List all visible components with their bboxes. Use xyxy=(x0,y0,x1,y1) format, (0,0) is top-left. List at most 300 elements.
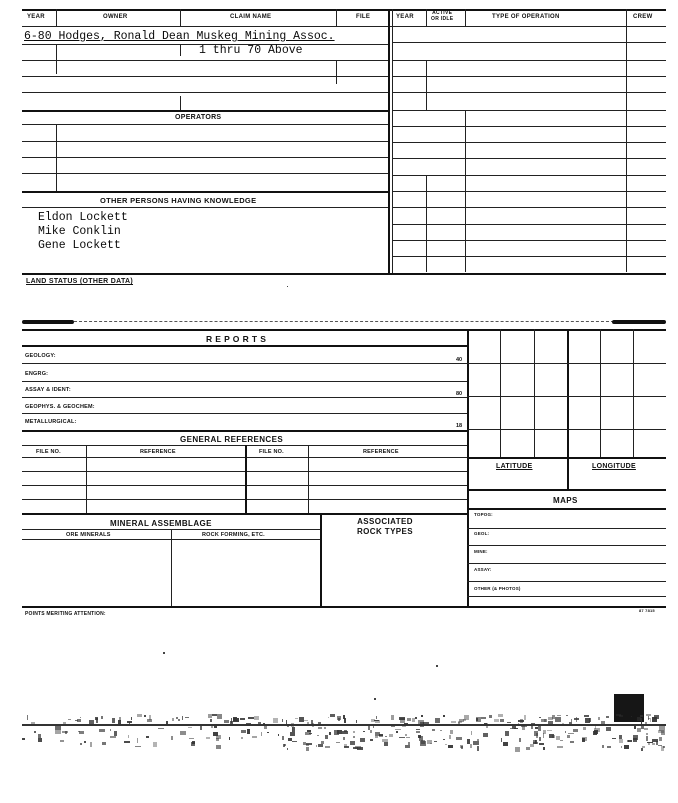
scan-noise-dot xyxy=(283,744,285,747)
scan-noise-dot xyxy=(539,743,544,746)
scan-noise-dot xyxy=(602,745,605,749)
scan-noise-dot xyxy=(538,730,541,731)
scan-noise-dot xyxy=(330,714,335,717)
scan-noise-dot xyxy=(77,719,81,721)
scan-noise-dot xyxy=(353,731,355,732)
scan-noise-dot xyxy=(55,726,61,730)
maps-mine: MINE: xyxy=(474,549,488,554)
scan-noise-dot xyxy=(321,741,323,744)
speck xyxy=(163,652,165,654)
report-geophys: GEOPHYS. & GEOCHEM: xyxy=(25,404,95,410)
scan-noise-dot xyxy=(566,715,569,717)
scan-noise-dot xyxy=(376,716,377,719)
scan-noise-dot xyxy=(178,719,180,721)
points-meriting-attention: POINTS MERITING ATTENTION: xyxy=(25,611,106,617)
scan-noise-dot xyxy=(264,726,267,729)
scan-noise-dot xyxy=(582,738,585,741)
scan-noise-dot xyxy=(63,722,65,726)
scan-noise-dot xyxy=(306,743,312,745)
scan-noise-dot xyxy=(144,715,146,718)
scan-noise-dot xyxy=(443,739,445,740)
scan-noise-dot xyxy=(379,734,383,736)
scan-noise-dot xyxy=(405,745,410,748)
report-assay-ident: ASSAY & IDENT: xyxy=(25,387,71,393)
ref-col-reference-2: REFERENCE xyxy=(363,449,399,455)
scan-noise-dot xyxy=(628,740,632,742)
scan-noise-dot xyxy=(55,730,61,734)
scan-noise-dot xyxy=(89,720,94,724)
scan-noise-dot xyxy=(494,719,499,723)
scan-noise-dot xyxy=(281,725,282,726)
latitude-label: LATITUDE xyxy=(496,463,533,470)
scan-noise-dot xyxy=(473,741,479,746)
scan-noise-dot xyxy=(524,715,526,720)
scan-noise-dot xyxy=(646,733,648,734)
scan-noise-dot xyxy=(78,731,80,732)
scan-noise-dot xyxy=(594,728,600,733)
scan-noise-dot xyxy=(459,719,464,722)
scan-noise-dot xyxy=(176,717,178,719)
scan-noise-dot xyxy=(585,718,590,723)
scan-noise-dot xyxy=(619,739,623,742)
header-year-right: YEAR xyxy=(396,14,414,20)
scan-noise-dot xyxy=(634,725,637,729)
scan-noise-dot xyxy=(224,720,229,723)
report-engrg: ENGRG: xyxy=(25,371,49,377)
scan-noise-dot xyxy=(278,734,279,736)
speck xyxy=(287,286,288,287)
scan-noise-dot xyxy=(343,715,345,719)
scan-smudge xyxy=(22,700,666,780)
scan-noise-dot xyxy=(624,745,628,749)
scan-noise-dot xyxy=(180,731,185,735)
header-type-of-operation: TYPE OF OPERATION xyxy=(492,14,560,20)
scan-noise-dot xyxy=(659,726,665,731)
scan-noise-dot xyxy=(182,716,184,720)
scan-noise-dot xyxy=(467,739,470,744)
scan-noise-dot xyxy=(456,737,462,739)
scan-noise-dot xyxy=(211,725,212,729)
scan-noise-dot xyxy=(229,737,230,741)
scan-noise-dot xyxy=(503,742,508,747)
scan-noise-dot xyxy=(65,731,67,734)
scan-noise-dot xyxy=(135,746,141,747)
scan-noise-dot xyxy=(34,731,36,733)
scan-noise-dot xyxy=(217,714,222,719)
scan-noise-dot xyxy=(547,730,552,731)
scan-noise-dot xyxy=(287,725,289,726)
scan-noise-dot xyxy=(642,746,645,749)
scan-noise-dot xyxy=(418,720,424,725)
scan-noise-dot xyxy=(99,729,105,732)
scan-noise-dot xyxy=(344,746,350,748)
scan-noise-dot xyxy=(261,732,262,737)
scan-noise-dot xyxy=(519,738,521,742)
scan-noise-dot xyxy=(443,715,445,717)
scan-noise-dot xyxy=(307,730,312,732)
scan-noise-dot xyxy=(27,715,28,720)
maps-other: OTHER (& PHOTOS) xyxy=(474,586,521,591)
general-references-heading: GENERAL REFERENCES xyxy=(180,435,284,444)
scan-noise-dot xyxy=(68,719,72,720)
scan-noise-dot xyxy=(149,715,151,719)
scan-noise-dot xyxy=(246,723,251,726)
scan-noise-dot xyxy=(80,743,81,745)
scan-noise-dot xyxy=(350,741,355,745)
scan-noise-dot xyxy=(318,744,322,746)
scan-noise-dot xyxy=(303,742,306,745)
scan-noise-dot xyxy=(363,731,365,733)
scan-noise-dot xyxy=(404,723,408,725)
reports-heading: R E P O R T S xyxy=(206,334,267,344)
scan-noise-dot xyxy=(110,736,116,738)
scan-noise-dot xyxy=(399,737,405,739)
scan-noise-dot xyxy=(485,724,488,726)
scan-noise-dot xyxy=(31,722,35,725)
scan-noise-dot xyxy=(316,745,318,748)
scan-noise-dot xyxy=(231,718,232,722)
scan-noise-dot xyxy=(573,729,578,731)
scan-noise-dot xyxy=(22,738,25,740)
scan-noise-dot xyxy=(282,719,283,722)
scan-noise-dot xyxy=(391,726,395,727)
scan-noise-dot xyxy=(96,718,98,723)
land-status-label: LAND STATUS (OTHER DATA) xyxy=(26,278,134,285)
scan-noise-dot xyxy=(645,722,647,726)
scan-noise-dot xyxy=(477,746,480,751)
scan-noise-dot xyxy=(124,741,130,743)
scan-noise-dot xyxy=(633,735,639,740)
scan-noise-dot xyxy=(206,737,210,739)
scan-noise-dot xyxy=(518,723,519,725)
scan-noise-dot xyxy=(637,728,641,732)
scan-noise-dot xyxy=(583,727,587,730)
scan-noise-dot xyxy=(544,719,546,722)
scan-noise-dot xyxy=(373,724,374,728)
scan-noise-dot xyxy=(102,742,107,745)
scan-noise-dot xyxy=(324,727,326,729)
scan-noise-dot xyxy=(427,740,431,744)
scan-noise-dot xyxy=(210,719,212,723)
maps-heading: MAPS xyxy=(553,496,578,505)
scan-noise-dot xyxy=(521,725,527,727)
scan-noise-dot xyxy=(498,714,503,717)
scan-noise-dot xyxy=(127,721,132,723)
scan-noise-dot xyxy=(172,718,173,721)
form-number: 87 7815 xyxy=(639,608,655,613)
scan-noise-dot xyxy=(507,722,511,723)
scan-noise-dot xyxy=(317,735,318,736)
scan-noise-dot xyxy=(607,746,612,749)
other-person-1: Eldon Lockett xyxy=(38,211,128,224)
scan-noise-dot xyxy=(336,742,340,743)
scan-noise-dot xyxy=(549,734,554,738)
scan-noise-dot xyxy=(557,715,561,717)
header-crew: CREW xyxy=(633,14,653,20)
ref-col-file-no-2: FILE NO. xyxy=(259,449,284,455)
header-file: FILE xyxy=(356,14,371,20)
scan-noise-dot xyxy=(375,720,380,723)
scan-noise-dot xyxy=(405,734,406,736)
scan-noise-dot xyxy=(412,718,415,722)
scan-noise-dot xyxy=(535,740,538,744)
scan-noise-dot xyxy=(241,730,246,732)
scan-noise-dot xyxy=(560,740,562,741)
scan-noise-dot xyxy=(396,731,398,733)
scan-noise-dot xyxy=(305,732,311,735)
header-active-idle: ACTIVE OR IDLE xyxy=(431,10,454,22)
scan-noise-dot xyxy=(286,720,287,725)
scan-noise-dot xyxy=(263,723,265,725)
scan-noise-dot xyxy=(171,736,173,740)
scan-noise-dot xyxy=(318,727,322,728)
scan-noise-dot xyxy=(612,738,616,739)
scan-noise-dot xyxy=(646,736,648,741)
scan-noise-dot xyxy=(621,746,622,749)
report-metallurgical-num: 18 xyxy=(456,423,463,429)
scan-noise-dot xyxy=(292,741,296,743)
scan-noise-dot xyxy=(584,715,589,717)
scan-noise-dot xyxy=(654,715,659,720)
scan-noise-dot xyxy=(325,746,330,747)
scan-noise-dot xyxy=(500,719,504,722)
scan-noise-dot xyxy=(337,716,341,720)
scan-noise-dot xyxy=(119,717,121,721)
scan-noise-dot xyxy=(84,741,86,742)
scan-noise-dot xyxy=(538,725,541,730)
scan-noise-dot xyxy=(470,744,471,748)
scan-noise-dot xyxy=(659,737,662,740)
scan-noise-dot xyxy=(481,717,486,719)
scan-noise-dot xyxy=(530,744,533,747)
scan-noise-dot xyxy=(569,722,573,726)
scan-noise-dot xyxy=(574,718,579,720)
scan-noise-dot xyxy=(416,731,420,733)
scan-noise-dot xyxy=(166,721,169,724)
scan-noise-dot xyxy=(356,720,357,723)
scan-noise-dot xyxy=(606,727,611,731)
scan-noise-dot xyxy=(241,737,243,738)
scan-noise-dot xyxy=(389,734,393,737)
scan-noise-dot xyxy=(131,717,132,720)
scan-noise-dot xyxy=(407,718,410,721)
speck xyxy=(374,698,376,700)
report-geology-num: 40 xyxy=(456,357,463,363)
scan-noise-dot xyxy=(112,718,115,723)
scan-noise-dot xyxy=(548,721,553,724)
scan-noise-dot xyxy=(375,736,378,738)
scan-noise-dot xyxy=(489,715,492,718)
scan-noise-dot xyxy=(460,745,463,748)
scan-noise-dot xyxy=(290,732,295,736)
scan-noise-dot xyxy=(637,717,642,721)
scan-noise-dot xyxy=(240,718,246,720)
scan-noise-dot xyxy=(325,735,328,739)
scan-noise-dot xyxy=(543,747,545,750)
scan-noise-dot xyxy=(483,733,488,737)
scan-noise-dot xyxy=(90,742,92,747)
speck xyxy=(436,665,438,667)
scan-noise-dot xyxy=(616,714,621,716)
scan-noise-dot xyxy=(328,717,330,719)
operators-heading: OPERATORS xyxy=(175,114,222,121)
scan-noise-dot xyxy=(254,716,259,720)
scan-noise-dot xyxy=(233,718,239,722)
scan-noise-dot xyxy=(343,737,345,740)
scan-noise-dot xyxy=(406,737,411,738)
scan-noise-dot xyxy=(287,748,288,750)
scan-noise-dot xyxy=(191,742,195,746)
scan-noise-dot xyxy=(416,729,420,730)
scan-noise-dot xyxy=(137,738,138,743)
scan-noise-dot xyxy=(534,731,538,736)
scan-noise-dot xyxy=(360,738,365,742)
scan-noise-dot xyxy=(557,746,563,749)
scan-noise-dot xyxy=(652,743,654,745)
scan-noise-dot xyxy=(421,715,423,717)
scan-noise-dot xyxy=(214,724,216,728)
owner-entry-line2: 1 thru 70 Above xyxy=(199,44,303,57)
scan-noise-dot xyxy=(38,738,42,742)
scan-noise-dot xyxy=(101,716,103,719)
scan-noise-dot xyxy=(137,714,142,717)
scan-noise-dot xyxy=(601,721,605,725)
scan-noise-dot xyxy=(295,718,298,719)
ore-minerals-label: ORE MINERALS xyxy=(66,532,111,538)
scan-noise-dot xyxy=(435,718,439,722)
scan-noise-dot xyxy=(606,716,609,718)
scan-noise-dot xyxy=(344,718,346,722)
scan-noise-dot xyxy=(329,732,331,736)
scan-noise-dot xyxy=(514,724,516,725)
scan-noise-dot xyxy=(258,722,261,724)
scan-noise-dot xyxy=(146,736,150,738)
scan-noise-dot xyxy=(282,736,284,741)
associated-rock-types: ASSOCIATED ROCK TYPES xyxy=(357,517,414,536)
scan-noise-dot xyxy=(505,731,508,736)
scan-noise-dot xyxy=(118,720,120,725)
mineral-assemblage-heading: MINERAL ASSEMBLAGE xyxy=(110,519,212,528)
scan-noise-dot xyxy=(448,745,452,748)
scan-noise-dot xyxy=(656,741,658,744)
scan-noise-dot xyxy=(526,747,530,750)
scan-noise-dot xyxy=(370,730,372,733)
scan-noise-dot xyxy=(631,716,632,718)
scan-noise-dot xyxy=(619,735,621,739)
other-person-3: Gene Lockett xyxy=(38,239,121,252)
scan-noise-dot xyxy=(420,741,426,745)
scan-noise-dot xyxy=(520,719,523,723)
scan-noise-dot xyxy=(382,739,388,742)
scan-noise-dot xyxy=(38,734,41,738)
ref-col-file-no-1: FILE NO. xyxy=(36,449,61,455)
scan-noise-dot xyxy=(451,721,456,723)
scan-noise-dot xyxy=(188,727,192,728)
scan-noise-dot xyxy=(514,728,518,730)
scan-noise-dot xyxy=(247,729,250,733)
other-person-2: Mike Conklin xyxy=(38,225,121,238)
rock-forming-label: ROCK FORMING, ETC. xyxy=(202,532,265,538)
scan-noise-dot xyxy=(208,714,212,717)
scan-noise-dot xyxy=(598,717,600,720)
scan-noise-dot xyxy=(311,720,313,725)
scan-noise-dot xyxy=(539,717,541,719)
owner-entry-line1: 6-80 Hodges, Ronald Dean Muskeg Mining Assoc. xyxy=(24,30,335,43)
scan-noise-dot xyxy=(334,730,339,735)
scan-noise-dot xyxy=(189,738,194,739)
scan-noise-dot xyxy=(515,747,520,752)
scan-noise-dot xyxy=(570,741,575,743)
scan-noise-dot xyxy=(531,724,533,729)
scan-noise-dot xyxy=(661,731,665,735)
report-geology: GEOLOGY: xyxy=(25,353,56,359)
other-persons-heading: OTHER PERSONS HAVING KNOWLEDGE xyxy=(100,196,257,205)
scan-noise-dot xyxy=(370,739,373,742)
scan-noise-dot xyxy=(501,738,502,742)
scan-noise-dot xyxy=(449,735,451,739)
scan-noise-dot xyxy=(158,728,164,730)
scan-noise-dot xyxy=(110,729,111,730)
report-metallurgical: METALLURGICAL: xyxy=(25,419,77,425)
scan-noise-dot xyxy=(384,742,389,746)
scan-noise-dot xyxy=(153,742,157,747)
scan-noise-dot xyxy=(432,729,436,731)
scan-noise-dot xyxy=(471,731,473,735)
scan-noise-dot xyxy=(185,717,188,718)
scan-noise-dot xyxy=(501,725,505,726)
scan-noise-dot xyxy=(445,744,448,745)
scan-noise-dot xyxy=(353,747,357,750)
report-assay-num: 80 xyxy=(456,391,463,397)
ref-col-reference-1: REFERENCE xyxy=(140,449,176,455)
maps-assay: ASSAY: xyxy=(474,567,492,572)
longitude-label: LONGITUDE xyxy=(592,463,636,470)
scan-noise-dot xyxy=(307,722,310,726)
scan-noise-dot xyxy=(353,736,354,738)
scan-noise-dot xyxy=(539,737,541,741)
scan-noise-dot xyxy=(663,746,666,748)
maps-topog: TOPOG: xyxy=(474,512,493,517)
scan-noise-dot xyxy=(318,722,321,727)
scan-noise-dot xyxy=(60,740,64,742)
scan-noise-dot xyxy=(128,735,129,738)
scan-noise-dot xyxy=(178,724,180,726)
scan-noise-dot xyxy=(567,735,571,739)
scan-noise-dot xyxy=(200,725,202,730)
header-owner: OWNER xyxy=(103,14,128,20)
scan-noise-dot xyxy=(476,717,481,722)
scan-noise-dot xyxy=(543,733,544,738)
scan-noise-dot xyxy=(267,732,269,733)
scan-noise-dot xyxy=(216,745,220,749)
scan-noise-dot xyxy=(391,715,394,720)
header-claim-name: CLAIM NAME xyxy=(230,14,272,20)
scan-noise-dot xyxy=(644,728,648,730)
scan-noise-dot xyxy=(458,722,460,724)
maps-geol: GEOL: xyxy=(474,531,490,536)
scan-noise-dot xyxy=(648,716,649,721)
scan-noise-dot xyxy=(342,731,348,733)
scan-noise-dot xyxy=(306,747,310,751)
scan-noise-dot xyxy=(273,718,278,722)
scan-noise-dot xyxy=(450,730,453,733)
scan-noise-dot xyxy=(252,736,257,738)
scan-noise-dot xyxy=(288,738,292,741)
header-year: YEAR xyxy=(27,14,45,20)
scan-noise-dot xyxy=(555,717,561,721)
scan-noise-dot xyxy=(562,723,564,725)
scan-noise-dot xyxy=(216,735,221,739)
